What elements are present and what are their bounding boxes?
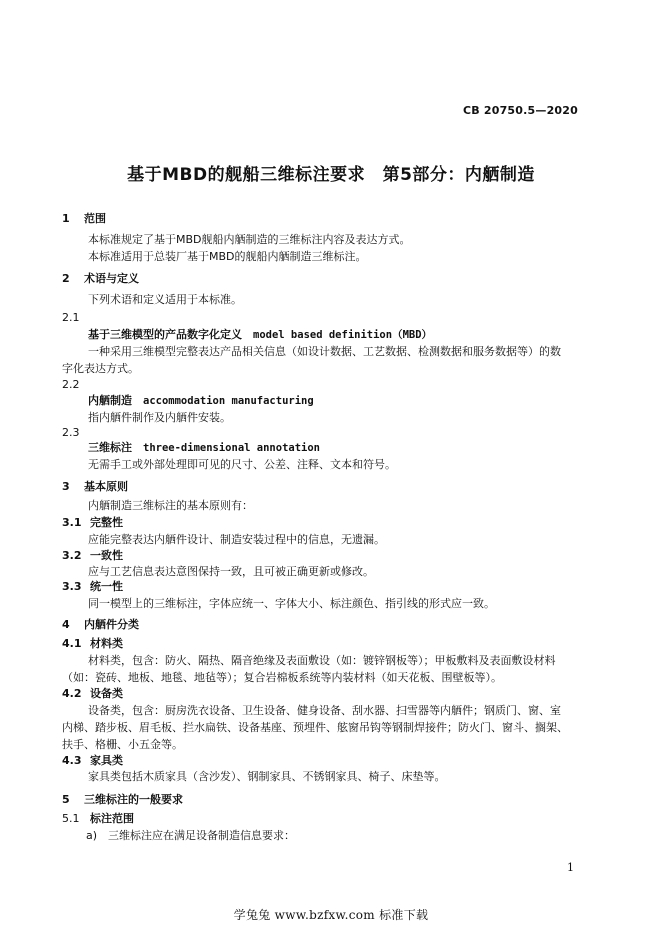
term-2-1-definition-cont: 字化表达方式。	[62, 362, 139, 375]
term-2-3-heading: 三维标注 three-dimensional annotation	[88, 441, 321, 454]
principle-3-1-heading: 3.1 完整性	[62, 516, 123, 529]
category-4-1-text-cont: （如：瓷砖、地板、地毯、地毡等）；复合岩棉板系统等内装材料（如天花板、围壁板等）。	[62, 671, 502, 684]
term-2-3-number: 2.3	[62, 426, 80, 439]
category-4-2-text: 设备类，包含：厨房洗衣设备、卫生设备、健身设备、刮水器、扫雪器等内舾件；钢质门、窗、室	[88, 704, 561, 717]
term-2-1-definition: 一种采用三维模型完整表达产品相关信息（如设计数据、工艺数据、检测数据和服务数据等）的数	[88, 345, 561, 358]
category-4-3-text: 家具类包括木质家具（含沙发）、钢制家具、不锈钢家具、椅子、床垫等。	[88, 770, 446, 783]
list-item-a: a) 三维标注应在满足设备制造信息要求：	[86, 829, 296, 842]
term-2-3-definition: 无需手工或外部处理即可见的尺寸、公差、注释、文本和符号。	[88, 458, 396, 471]
principle-3-3-heading: 3.3 统一性	[62, 580, 123, 593]
category-4-3-heading: 4.3 家具类	[62, 754, 123, 767]
section-5-1-heading: 5.1 标注范围	[62, 812, 134, 825]
section-2-intro: 下列术语和定义适用于本标准。	[88, 293, 242, 306]
term-2-2-definition: 指内舾件制作及内舾件安装。	[88, 411, 231, 424]
term-2-1-heading: 基于三维模型的产品数字化定义 model based definition（MBD）	[88, 328, 433, 341]
category-4-2-heading: 4.2 设备类	[62, 687, 123, 700]
section-1-para-2: 本标准适用于总装厂基于MBD的舰船内舾制造三维标注。	[88, 250, 367, 263]
category-4-2-text-cont-1: 内梯、踏步板、眉毛板、拦水扁铁、设备基座、预埋件、舷窗吊钩等钢制焊接件；防火门、窗斗、搁架、	[62, 721, 568, 734]
category-4-2-text-cont-2: 扶手、格栅、小五金等。	[62, 738, 183, 751]
term-2-2-heading: 内舾制造 accommodation manufacturing	[88, 394, 314, 407]
standard-code: CB 20750.5—2020	[462, 104, 578, 117]
principle-3-2-heading: 3.2 一致性	[62, 549, 123, 562]
principle-3-2-text: 应与工艺信息表达意图保持一致，且可被正确更新或修改。	[88, 565, 374, 578]
category-4-1-text: 材料类，包含：防火、隔热、隔音绝缘及表面敷设（如：镀锌钢板等）；甲板敷料及表面敷设材料	[88, 654, 556, 667]
section-1-heading: 1 范围	[62, 212, 106, 225]
term-2-2-number: 2.2	[62, 378, 80, 391]
section-2-heading: 2 术语与定义	[62, 272, 139, 285]
section-1-para-1: 本标准规定了基于MBD舰船内舾制造的三维标注内容及表达方式。	[88, 233, 411, 246]
principle-3-3-text: 同一模型上的三维标注，字体应统一、字体大小、标注颜色、指引线的形式应一致。	[88, 597, 495, 610]
term-2-1-number: 2.1	[62, 311, 80, 324]
watermark-footer: 学兔兔 www.bzfxw.com 标准下载	[233, 908, 429, 922]
page-number: 1	[567, 861, 574, 874]
document-title: 基于MBD的舰船三维标注要求 第5部分：内舾制造	[127, 165, 535, 185]
principle-3-1-text: 应能完整表达内舾件设计、制造安装过程中的信息，无遗漏。	[88, 533, 385, 546]
category-4-1-heading: 4.1 材料类	[62, 637, 123, 650]
section-3-intro: 内舾制造三维标注的基本原则有：	[88, 499, 253, 512]
section-5-heading: 5 三维标注的一般要求	[62, 793, 183, 806]
section-3-heading: 3 基本原则	[62, 480, 128, 493]
section-4-heading: 4 内舾件分类	[62, 618, 139, 631]
